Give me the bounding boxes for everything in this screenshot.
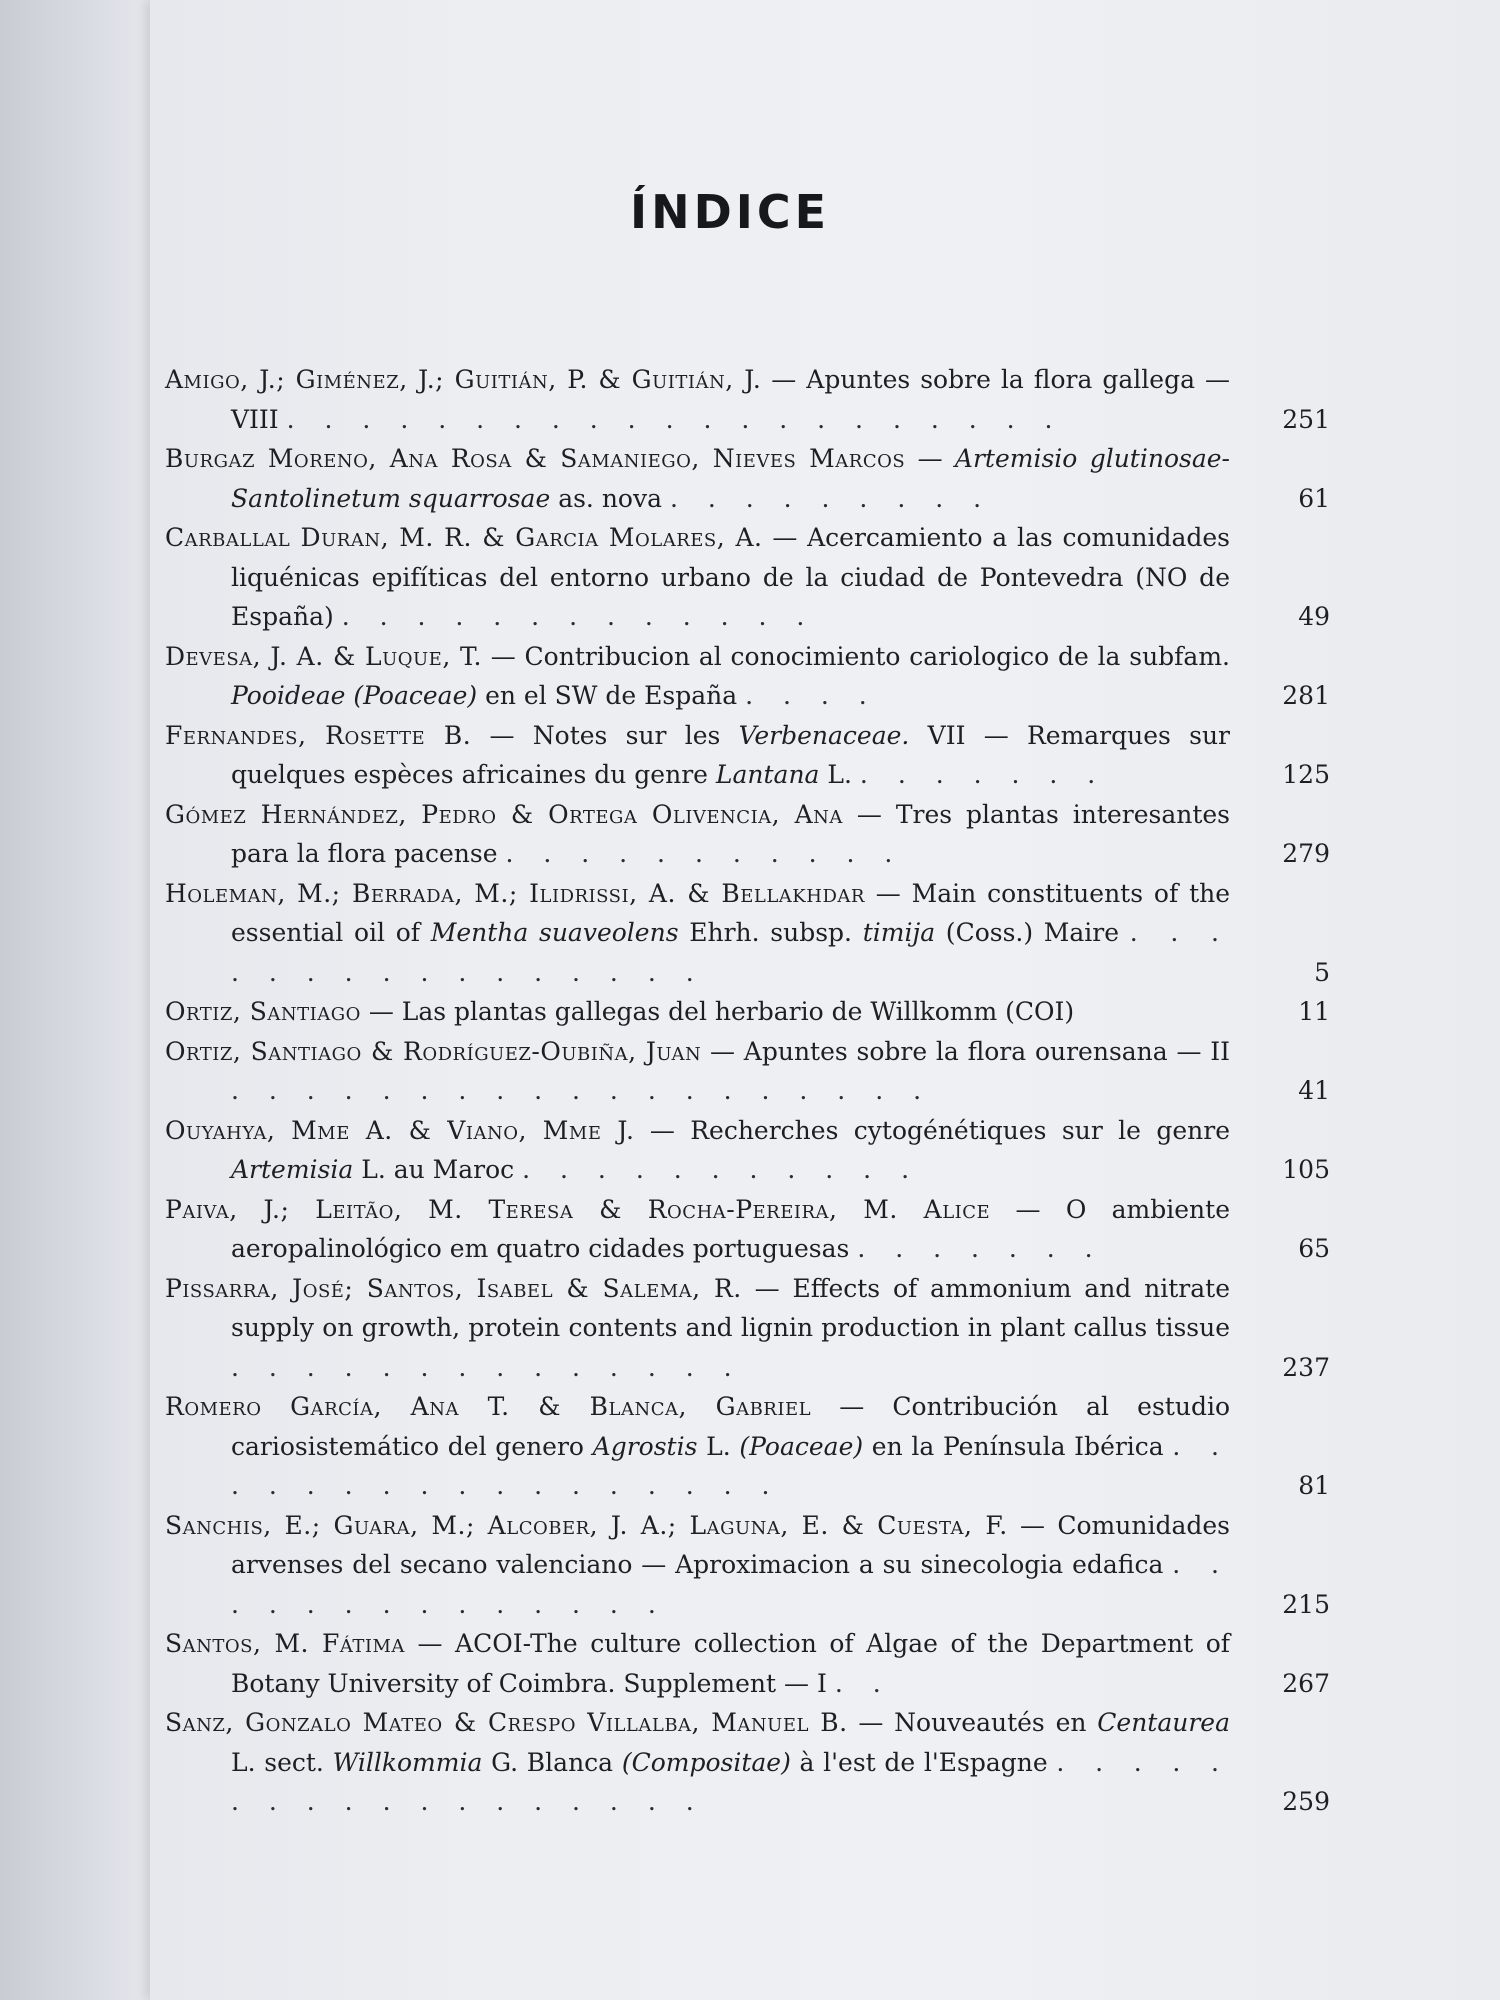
entry-title: — Las plantas gallegas del herbario de Willkomm (COI) <box>368 997 1075 1026</box>
entry-page: 237 <box>1282 1352 1330 1382</box>
index-entry <box>165 1190 1330 1269</box>
leader-dots: . . . . . . . . . . . . . <box>341 602 816 631</box>
title-part: L. <box>697 1431 740 1461</box>
index-entry <box>165 1624 1330 1703</box>
leader-dots: . . . . . . . . . . . . . . . . . <box>231 1431 1230 1500</box>
entry-authors: Amigo, J.; Giménez, J.; Guitián, P. & Guitián, J. <box>165 365 762 394</box>
index-entry <box>165 637 1330 716</box>
index-entry <box>165 518 1330 637</box>
entry-title: — Effects of ammonium and nitrate supply on growth, protein contents and lignin production in plant callus tissue <box>231 1273 1230 1342</box>
entry-text <box>165 637 1230 716</box>
entry-text <box>165 716 1230 795</box>
leader-dots: . . <box>834 1668 892 1698</box>
title-part-italic: Artemisio glutinosae-Santolinetum squarrosae <box>231 444 1230 513</box>
entry-page: 11 <box>1298 997 1330 1026</box>
entry-text <box>165 360 1230 439</box>
entry-page: 65 <box>1298 1234 1330 1263</box>
title-part: — Notes sur les <box>489 720 739 750</box>
entry-text <box>165 518 1230 637</box>
title-part: à l'est de l'Espagne <box>790 1747 1048 1777</box>
entry-page: 259 <box>1282 1787 1330 1816</box>
entry-authors: Burgaz Moreno, Ana Rosa & Samaniego, Nieves Marcos <box>165 444 906 473</box>
title-part: — Main constituents of the essential oil of <box>231 878 1231 947</box>
entry-title: — Tres plantas interesantes para la flora pacense <box>231 799 1230 868</box>
entry-title: — Apuntes sobre la flora gallega — VIII <box>231 365 1230 434</box>
entry-text <box>165 439 1230 518</box>
left-page-edge <box>0 0 160 2000</box>
title-part: (Coss.) Maire <box>935 918 1120 947</box>
leader-dots: . . . . . . . . . . . . . . <box>231 1352 743 1382</box>
leader-dots: . . . . . . . <box>859 760 1107 789</box>
entry-page: 49 <box>1298 602 1330 631</box>
entry-title: — ACOI-The culture collection of Algae of the Department of Botany University of Coimbra. Supplement — I <box>231 1629 1230 1698</box>
title-part-italic: Centaurea <box>1097 1708 1230 1737</box>
leader-dots: . . . . . . . . . . . . . . . . <box>231 918 1231 987</box>
entry-authors: Sanchis, E.; Guara, M.; Alcober, J. A.; Laguna, E. & Cuesta, F. <box>165 1510 1008 1540</box>
entry-authors: Ortiz, Santiago & Rodríguez-Oubiña, Juan <box>165 1036 702 1066</box>
entry-text <box>165 992 1230 1032</box>
entry-authors: Holeman, M.; Berrada, M.; Ilidrissi, A. & Bellakhdar <box>165 878 865 908</box>
title-part: — <box>917 444 955 473</box>
index-entry <box>165 360 1330 439</box>
title-part: — Nouveautés en <box>858 1708 1098 1737</box>
entry-text <box>165 1269 1230 1388</box>
leader-dots: . . . . . . . . . . . . . . . . . . . <box>231 1076 933 1105</box>
title-part: VII — Remarques sur quelques espèces africaines du genre <box>231 720 1230 789</box>
leader-dots: . . . . . . . . . . . <box>522 1155 921 1184</box>
entry-text <box>165 1032 1230 1111</box>
title-part: as. nova <box>550 483 663 513</box>
entry-title: — O ambiente aeropalinológico em quatro cidades portuguesas <box>231 1194 1230 1263</box>
entry-authors: Devesa, J. A. & Luque, T. <box>165 641 482 671</box>
title-part: L. sect. <box>231 1747 333 1777</box>
title-part-italic: Agrostis <box>592 1431 698 1461</box>
entry-text <box>165 795 1230 874</box>
title-part-italic: Mentha suaveolens <box>430 918 679 947</box>
index-entry <box>165 439 1330 518</box>
leader-dots: . . . . . . . . . . . . . . . . . . . . . <box>286 404 1064 434</box>
entry-text <box>165 1190 1230 1269</box>
entry-authors: Santos, M. Fátima <box>165 1629 405 1658</box>
index-entry <box>165 795 1330 874</box>
entry-title: — Acercamiento a las comunidades liquénicas epifíticas del entorno urbano de la ciudad de Pontevedra (NO de España) <box>231 523 1230 631</box>
leader-dots: . . . . . . . . . . . . . . <box>231 1550 1230 1619</box>
entry-text <box>165 1111 1230 1190</box>
index-entry <box>165 1111 1330 1190</box>
entry-page: 215 <box>1282 1589 1330 1619</box>
leader-dots: . . . . . . . . . . . <box>505 839 904 868</box>
leader-dots: . . . . <box>745 681 878 710</box>
entry-authors: Gómez Hernández, Pedro & Ortega Olivencia, Ana <box>165 799 843 829</box>
title-part-italic: timija <box>862 918 936 947</box>
entry-authors: Fernandes, Rosette B. <box>165 720 472 750</box>
page-title: ÍNDICE <box>630 185 831 239</box>
index-entry <box>165 1387 1330 1506</box>
leader-dots: . . . . . . . . . <box>669 483 993 513</box>
entry-title: — Comunidades arvenses del secano valenciano — Aproximacion a su sinecologia edafica <box>231 1510 1230 1579</box>
index-entry <box>165 1506 1330 1625</box>
entry-authors: Ouyahya, Mme A. & Viano, Mme J. <box>165 1115 635 1145</box>
entry-authors: Pissarra, José; Santos, Isabel & Salema, R. <box>165 1273 742 1303</box>
title-part: L. <box>819 760 852 789</box>
entry-text <box>165 1703 1230 1822</box>
title-part-italic: Lantana <box>715 760 820 789</box>
leader-dots: . . . . . . . . . . . . . . . . . . <box>231 1747 1230 1816</box>
entry-authors: Romero García, Ana T. & Blanca, Gabriel <box>165 1392 812 1421</box>
entry-page: 279 <box>1282 839 1330 868</box>
entry-page: 267 <box>1282 1668 1330 1698</box>
entry-page: 61 <box>1298 483 1330 513</box>
entry-authors: Paiva, J.; Leitão, M. Teresa & Rocha-Pereira, M. Alice <box>165 1194 991 1224</box>
entry-page: 5 <box>1314 957 1330 987</box>
title-part-italic: (Compositae) <box>621 1747 791 1777</box>
title-part: — Recherches cytogénétiques sur le genre <box>649 1115 1230 1145</box>
title-part: — Contribucion al conocimiento cariologico de la subfam. <box>490 641 1230 671</box>
index-entry <box>165 1703 1330 1822</box>
entry-authors: Sanz, Gonzalo Mateo & Crespo Villalba, Manuel B. <box>165 1708 848 1737</box>
entry-page: 105 <box>1282 1155 1330 1184</box>
index-entry <box>165 1269 1330 1388</box>
title-part: en el SW de España <box>477 681 738 710</box>
title-part-italic: Verbenaceae. <box>738 720 910 750</box>
entry-title: — Apuntes sobre la flora ourensana — II <box>710 1036 1230 1066</box>
title-part: — Contribución al estudio cariosistemático del genero <box>231 1392 1231 1461</box>
entry-text <box>165 874 1230 993</box>
title-part-italic: Willkommia <box>332 1747 483 1777</box>
index-list <box>165 360 1330 1822</box>
entry-text <box>165 1387 1230 1506</box>
index-entry <box>165 992 1330 1032</box>
entry-page: 81 <box>1298 1471 1330 1500</box>
entry-page: 281 <box>1282 681 1330 710</box>
title-part-italic: Pooideae (Poaceae) <box>231 681 478 710</box>
leader-dots: . . . . . . . <box>857 1234 1104 1263</box>
entry-text <box>165 1624 1230 1703</box>
title-part: G. Blanca <box>482 1747 622 1777</box>
entry-authors: Ortiz, Santiago <box>165 997 361 1026</box>
entry-authors: Carballal Duran, M. R. & Garcia Molares, A. <box>165 523 763 552</box>
entry-page: 41 <box>1298 1076 1330 1105</box>
title-part: L. au Maroc <box>353 1155 515 1184</box>
index-entry <box>165 1032 1330 1111</box>
title-part-italic: (Poaceae) <box>739 1431 864 1461</box>
entry-page: 251 <box>1282 404 1330 434</box>
title-part-italic: Artemisia <box>231 1155 354 1184</box>
title-part: Ehrh. subsp. <box>678 918 863 947</box>
index-entry <box>165 716 1330 795</box>
entry-text <box>165 1506 1230 1625</box>
index-entry <box>165 874 1330 993</box>
title-part: en la Península Ibérica <box>863 1431 1164 1461</box>
entry-page: 125 <box>1282 760 1330 789</box>
